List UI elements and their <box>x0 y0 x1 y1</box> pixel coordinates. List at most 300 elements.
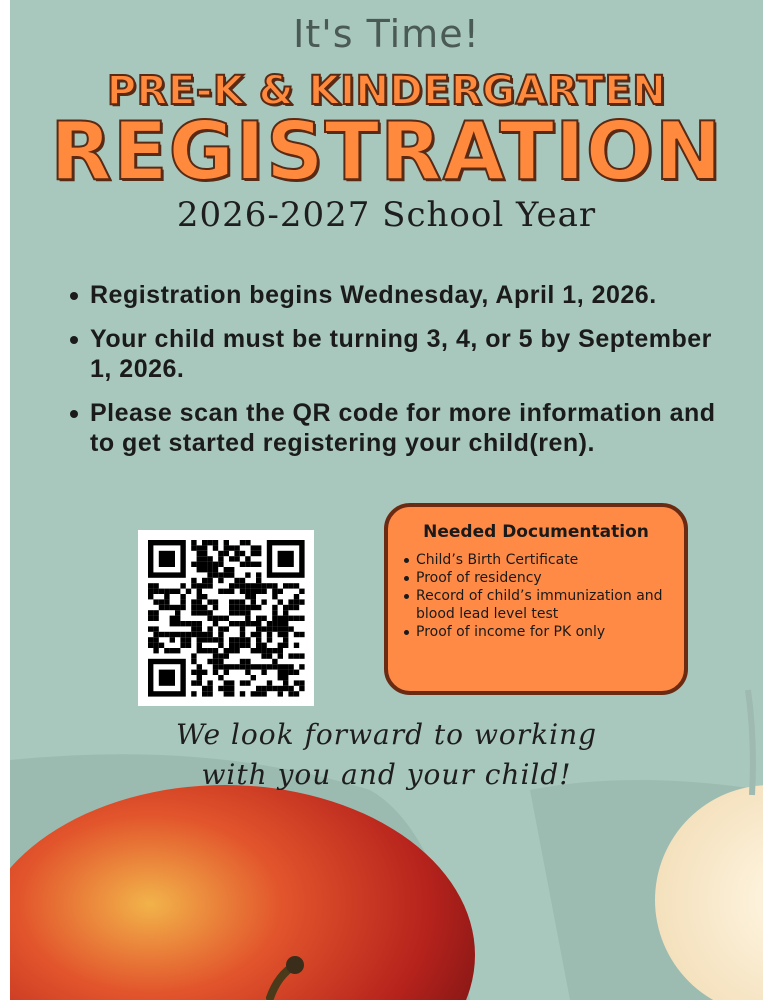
qr-module <box>202 578 207 583</box>
closing-message <box>10 715 763 795</box>
qr-module <box>148 616 153 621</box>
qr-module <box>283 686 288 691</box>
qr-module <box>218 675 223 680</box>
qr-module <box>240 599 245 604</box>
qr-module <box>197 664 202 669</box>
qr-module <box>191 605 196 610</box>
qr-module <box>240 626 245 631</box>
documentation-title: Needed Documentation <box>423 522 649 542</box>
qr-module <box>175 648 180 653</box>
qr-module <box>261 691 266 696</box>
qr-module <box>245 594 250 599</box>
qr-module <box>256 664 261 669</box>
qr-module <box>256 691 261 696</box>
qr-module <box>229 621 234 626</box>
qr-module <box>272 686 277 691</box>
qr-module <box>153 648 158 653</box>
qr-module <box>229 691 234 696</box>
qr-module <box>224 540 229 545</box>
qr-module <box>229 583 234 588</box>
qr-module <box>240 659 245 664</box>
qr-module <box>256 686 261 691</box>
qr-module <box>202 545 207 550</box>
qr-module <box>272 648 277 653</box>
qr-module <box>267 653 272 658</box>
qr-module <box>294 599 299 604</box>
qr-module <box>202 610 207 615</box>
qr-module <box>283 664 288 669</box>
qr-module <box>148 594 153 599</box>
headline-program: PRE-K & KINDERGARTEN <box>106 68 667 114</box>
qr-module <box>278 643 283 648</box>
qr-module <box>164 648 169 653</box>
qr-module <box>283 675 288 680</box>
qr-module <box>224 686 229 691</box>
qr-module <box>256 578 261 583</box>
qr-module <box>251 605 256 610</box>
qr-module <box>218 626 223 631</box>
qr-module <box>191 659 196 664</box>
qr-module <box>197 680 202 685</box>
info-item-start-date: Registration begins Wednesday, April 1, 2026. <box>70 280 730 310</box>
qr-module <box>294 653 299 658</box>
info-list <box>70 280 730 472</box>
qr-module <box>261 589 266 594</box>
qr-module <box>272 610 277 615</box>
qr-module <box>170 648 175 653</box>
qr-module <box>224 551 229 556</box>
qr-module <box>202 567 207 572</box>
qr-module <box>218 659 223 664</box>
qr-module <box>245 680 250 685</box>
qr-module <box>224 670 229 675</box>
doc-item-income: Proof of income for PK only <box>402 623 670 641</box>
qr-module <box>245 583 250 588</box>
qr-module <box>234 578 239 583</box>
qr-module <box>240 605 245 610</box>
qr-module <box>283 626 288 631</box>
qr-module <box>267 686 272 691</box>
qr-module <box>245 589 250 594</box>
qr-module <box>278 616 283 621</box>
qr-module <box>175 605 180 610</box>
qr-module <box>207 540 212 545</box>
qr-module <box>288 686 293 691</box>
qr-module <box>294 691 299 696</box>
qr-module <box>207 567 212 572</box>
qr-module <box>213 659 218 664</box>
qr-module <box>234 599 239 604</box>
qr-module <box>207 626 212 631</box>
qr-module <box>234 556 239 561</box>
qr-module <box>278 691 283 696</box>
qr-module <box>256 643 261 648</box>
qr-module <box>229 648 234 653</box>
qr-module <box>229 664 234 669</box>
qr-module <box>224 664 229 669</box>
qr-module <box>153 637 158 642</box>
qr-module <box>213 599 218 604</box>
qr-module <box>261 616 266 621</box>
qr-module <box>278 626 283 631</box>
qr-module <box>224 567 229 572</box>
qr-module <box>218 562 223 567</box>
qr-module <box>256 562 261 567</box>
qr-module <box>191 670 196 675</box>
qr-module <box>229 605 234 610</box>
qr-module <box>234 583 239 588</box>
qr-module <box>213 621 218 626</box>
qr-module <box>256 589 261 594</box>
qr-module <box>180 632 185 637</box>
qr-module <box>218 551 223 556</box>
qr-module <box>251 551 256 556</box>
qr-module <box>234 643 239 648</box>
qr-module <box>153 589 158 594</box>
qr-module <box>256 551 261 556</box>
qr-module <box>299 599 304 604</box>
qr-finder-pattern <box>159 670 175 686</box>
qr-module <box>283 583 288 588</box>
qr-module <box>256 637 261 642</box>
qr-module <box>197 583 202 588</box>
qr-module <box>175 589 180 594</box>
qr-module <box>256 616 261 621</box>
qr-module <box>202 686 207 691</box>
qr-module <box>202 583 207 588</box>
qr-module <box>234 551 239 556</box>
qr-module <box>153 643 158 648</box>
qr-module <box>240 578 245 583</box>
qr-module <box>229 680 234 685</box>
qr-module <box>218 637 223 642</box>
qr-module <box>207 562 212 567</box>
qr-module <box>186 643 191 648</box>
qr-module <box>213 648 218 653</box>
qr-module <box>164 589 169 594</box>
qr-module <box>245 556 250 561</box>
qr-module <box>294 583 299 588</box>
qr-module <box>229 589 234 594</box>
qr-module <box>272 621 277 626</box>
qr-module <box>294 680 299 685</box>
qr-module <box>218 653 223 658</box>
doc-item-residency: Proof of residency <box>402 569 670 587</box>
qr-module <box>267 664 272 669</box>
qr-module <box>272 589 277 594</box>
qr-module <box>234 664 239 669</box>
qr-module <box>240 680 245 685</box>
qr-module <box>170 605 175 610</box>
qr-module <box>164 594 169 599</box>
qr-module <box>153 599 158 604</box>
qr-module <box>224 545 229 550</box>
qr-module <box>153 610 158 615</box>
qr-module <box>278 653 283 658</box>
qr-module <box>202 691 207 696</box>
qr-module <box>186 621 191 626</box>
qr-module <box>251 664 256 669</box>
qr-module <box>288 599 293 604</box>
qr-module <box>197 643 202 648</box>
qr-module <box>267 632 272 637</box>
qr-module <box>175 621 180 626</box>
qr-module <box>240 562 245 567</box>
qr-module <box>202 632 207 637</box>
qr-module <box>283 680 288 685</box>
qr-module <box>256 545 261 550</box>
qr-module <box>294 616 299 621</box>
qr-module <box>207 616 212 621</box>
qr-module <box>197 562 202 567</box>
qr-module <box>234 621 239 626</box>
qr-module <box>197 610 202 615</box>
qr-module <box>202 556 207 561</box>
qr-module <box>256 626 261 631</box>
qr-module <box>299 589 304 594</box>
qr-module <box>278 670 283 675</box>
qr-module <box>240 632 245 637</box>
qr-module <box>224 616 229 621</box>
qr-module <box>294 594 299 599</box>
qr-module <box>180 621 185 626</box>
qr-module <box>245 562 250 567</box>
qr-module <box>170 632 175 637</box>
qr-module <box>299 632 304 637</box>
qr-module <box>283 616 288 621</box>
qr-module <box>159 599 164 604</box>
qr-module <box>261 626 266 631</box>
qr-module <box>251 589 256 594</box>
qr-module <box>218 578 223 583</box>
qr-module <box>218 556 223 561</box>
qr-module <box>294 643 299 648</box>
qr-module <box>180 605 185 610</box>
qr-module <box>245 616 250 621</box>
qr-module <box>207 680 212 685</box>
qr-module <box>288 691 293 696</box>
qr-module <box>148 637 153 642</box>
qr-module <box>245 643 250 648</box>
qr-module <box>175 632 180 637</box>
qr-module <box>240 610 245 615</box>
qr-module <box>251 545 256 550</box>
qr-module <box>191 583 196 588</box>
qr-module <box>153 626 158 631</box>
qr-module <box>218 616 223 621</box>
qr-module <box>299 616 304 621</box>
qr-module <box>197 637 202 642</box>
doc-item-birth-certificate: Child’s Birth Certificate <box>402 551 670 569</box>
qr-module <box>213 664 218 669</box>
qr-module <box>234 605 239 610</box>
qr-module <box>159 643 164 648</box>
qr-module <box>180 583 185 588</box>
qr-module <box>283 610 288 615</box>
qr-module <box>207 686 212 691</box>
doc-item-immunization: Record of child’s immunization and blood lead level test <box>402 587 670 623</box>
qr-module <box>229 572 234 577</box>
qr-module <box>240 540 245 545</box>
qr-module <box>278 648 283 653</box>
qr-module <box>283 637 288 642</box>
registration-poster <box>10 0 763 1000</box>
qr-module <box>207 556 212 561</box>
qr-module <box>229 567 234 572</box>
qr-module <box>197 626 202 631</box>
headline-registration: REGISTRATION <box>50 105 723 198</box>
qr-module <box>170 621 175 626</box>
qr-module <box>234 610 239 615</box>
qr-module <box>164 605 169 610</box>
qr-module <box>288 670 293 675</box>
qr-module <box>191 578 196 583</box>
qr-module <box>207 572 212 577</box>
qr-module <box>224 572 229 577</box>
qr-module <box>256 605 261 610</box>
qr-module <box>294 670 299 675</box>
info-item-age: Your child must be turning 3, 4, or 5 by September 1, 2026. <box>70 324 730 384</box>
qr-module <box>202 605 207 610</box>
qr-module <box>191 562 196 567</box>
qr-module <box>197 589 202 594</box>
qr-module <box>202 594 207 599</box>
qr-module <box>213 653 218 658</box>
qr-module <box>153 632 158 637</box>
qr-module <box>197 567 202 572</box>
qr-module <box>213 605 218 610</box>
qr-module <box>207 583 212 588</box>
qr-module <box>180 599 185 604</box>
qr-module <box>224 589 229 594</box>
qr-module <box>288 583 293 588</box>
qr-module <box>207 659 212 664</box>
qr-module <box>202 540 207 545</box>
qr-module <box>261 583 266 588</box>
qr-module <box>197 621 202 626</box>
qr-module <box>191 653 196 658</box>
qr-module <box>229 556 234 561</box>
qr-module <box>202 551 207 556</box>
qr-module <box>224 680 229 685</box>
qr-module <box>224 691 229 696</box>
qr-module <box>299 680 304 685</box>
qr-module <box>278 675 283 680</box>
qr-module <box>180 637 185 642</box>
qr-module <box>164 599 169 604</box>
qr-module <box>218 632 223 637</box>
qr-module <box>288 664 293 669</box>
qr-module <box>197 545 202 550</box>
qr-module <box>191 691 196 696</box>
qr-module <box>288 616 293 621</box>
qr-module <box>197 599 202 604</box>
qr-module <box>240 643 245 648</box>
qr-module <box>186 632 191 637</box>
qr-module <box>202 637 207 642</box>
qr-code-icon[interactable] <box>138 530 314 706</box>
qr-module <box>240 589 245 594</box>
qr-module <box>207 648 212 653</box>
qr-module <box>261 648 266 653</box>
qr-module <box>299 653 304 658</box>
qr-module <box>175 616 180 621</box>
qr-module <box>191 680 196 685</box>
qr-module <box>278 664 283 669</box>
qr-module <box>159 605 164 610</box>
qr-module <box>245 540 250 545</box>
qr-module <box>191 599 196 604</box>
qr-module <box>207 691 212 696</box>
qr-module <box>197 648 202 653</box>
qr-module <box>245 572 250 577</box>
qr-module <box>229 643 234 648</box>
qr-module <box>245 610 250 615</box>
qr-module <box>218 664 223 669</box>
qr-module <box>202 670 207 675</box>
qr-module <box>267 648 272 653</box>
qr-module <box>240 583 245 588</box>
intro-text: It's Time! <box>293 12 480 56</box>
qr-module <box>197 675 202 680</box>
qr-module <box>234 648 239 653</box>
qr-module <box>224 626 229 631</box>
qr-module <box>261 686 266 691</box>
qr-module <box>240 637 245 642</box>
qr-module <box>267 680 272 685</box>
qr-module <box>251 594 256 599</box>
qr-module <box>251 583 256 588</box>
qr-module <box>251 632 256 637</box>
qr-module <box>240 664 245 669</box>
qr-module <box>278 621 283 626</box>
qr-module <box>240 691 245 696</box>
qr-module <box>261 643 266 648</box>
qr-module <box>229 599 234 604</box>
qr-module <box>207 632 212 637</box>
qr-module <box>229 686 234 691</box>
qr-module <box>245 670 250 675</box>
qr-module <box>229 610 234 615</box>
documentation-list <box>402 551 670 641</box>
qr-module <box>197 605 202 610</box>
qr-module <box>191 621 196 626</box>
qr-module <box>251 648 256 653</box>
qr-module <box>299 664 304 669</box>
qr-module <box>240 621 245 626</box>
qr-module <box>272 583 277 588</box>
closing-line-1: We look forward to working <box>175 718 598 751</box>
qr-module <box>283 643 288 648</box>
qr-module <box>294 605 299 610</box>
qr-module <box>278 589 283 594</box>
qr-module <box>207 578 212 583</box>
qr-module <box>207 599 212 604</box>
qr-module <box>294 632 299 637</box>
qr-module <box>278 686 283 691</box>
qr-module <box>213 545 218 550</box>
qr-module <box>272 664 277 669</box>
qr-module <box>153 616 158 621</box>
qr-module <box>148 626 153 631</box>
qr-module <box>261 664 266 669</box>
qr-module <box>218 572 223 577</box>
qr-module <box>191 632 196 637</box>
qr-module <box>261 653 266 658</box>
qr-module <box>159 589 164 594</box>
qr-code-graphic <box>138 530 314 706</box>
qr-module <box>218 589 223 594</box>
